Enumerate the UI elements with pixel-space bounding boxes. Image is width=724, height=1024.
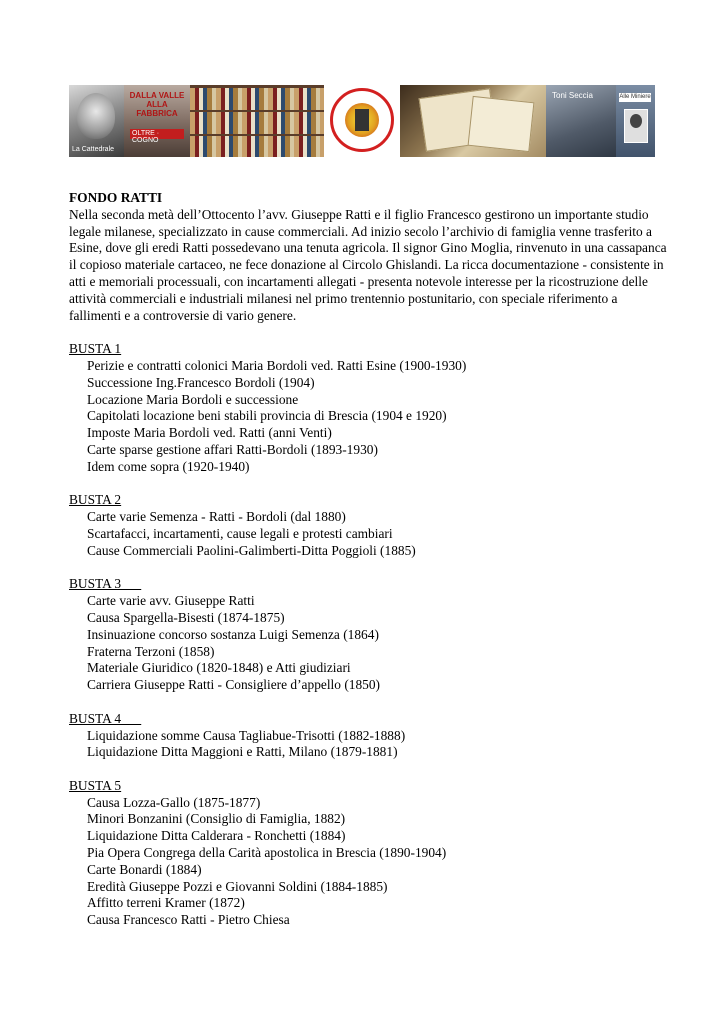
banner-book-cover-3 [616,85,655,157]
busta-item: Affitto terreni Kramer (1872) [87,895,245,911]
shelf-row [190,136,324,157]
busta-item: Minori Bonzanini (Consiglio di Famiglia, 1882) [87,811,346,827]
paper-sheet [468,96,535,152]
busta-section [69,778,669,929]
busta-item: Fraterna Terzoni (1858) [87,643,215,659]
busta-item: Capitolati locazione beni stabili provincia di Brescia (1904 e 1920) [87,408,447,424]
busta-heading: BUSTA 1 [69,341,122,357]
banner-bookshelf-photo [190,85,324,157]
busta-item: Carte varie avv. Giuseppe Ratti [87,593,255,609]
banner-book-cover-2 [546,85,616,157]
document-body [69,190,669,929]
busta-item: Carte sparse gestione affari Ratti-Bordoli (1893-1930) [87,441,378,457]
busta-item: Materiale Giuridico (1820-1848) e Atti giudiziari [87,660,351,676]
banner-photo-portrait [69,85,124,157]
busta-heading: BUSTA 4 [69,710,142,726]
seal-tower [355,109,369,131]
busta-item: Imposte Maria Bordoli ved. Ratti (anni Venti) [87,425,332,441]
book-cover-band [130,129,184,144]
busta-item: Carte varie Semenza - Ratti - Bordoli (dal 1880) [87,509,346,525]
busta-item: Perizie e contratti colonici Maria Bordoli ved. Ratti Esine (1900-1930) [87,357,467,373]
shelf-row [190,88,324,110]
banner-caption-1: La Cattedrale [72,146,115,153]
busta-item: Eredità Giuseppe Pozzi e Giovanni Soldini (1884-1885) [87,878,388,894]
busta-section [69,341,669,475]
busta-item-list [69,358,669,476]
banner-documents-photo [400,85,546,157]
busta-heading: BUSTA 5 [69,777,122,793]
busta-section [69,576,669,694]
book-cover-2-title: Toni Seccia [552,91,593,100]
busta-heading: BUSTA 3 [69,576,142,592]
busta-section [69,492,669,559]
portrait-head [630,114,642,128]
busta-item-list [69,728,669,762]
banner-book-cover [124,85,190,157]
document-intro: Nella seconda metà dell’Ottocento l’avv. Giuseppe Ratti e il figlio Francesco gestirono un importante studio legale milanese, specializzato in cause commerciali. Ad inizio secolo l’archivio di famiglia venne trasferito a Esine, dove gli eredi Ratti possedevano una tenuta agricola. Il signor Gino Moglia, rinvenuto in una cassapanca il copioso materiale cartaceo, ne fece donazione al Circolo Ghislandi. La ricca documentazione - consistente in atti e memoriali processuali, con incartamenti allegati - presenta notevole interesse per la ricostruzione delle attività commerciali e industriali milanesi nel primo trentennio postunitario, con speciale riferimento a fallimenti e a controversie di vario genere. [69,206,667,323]
busta-item: Causa Lozza-Gallo (1875-1877) [87,794,261,810]
book-cover-band-text: OLTRE · COGNO [132,130,160,144]
book-cover-title: DALLA VALLE ALLA FABBRICA [129,91,185,118]
busta-item: Scartafacci, incartamenti, cause legali e protesti cambiari [87,525,393,541]
document-title: FONDO RATTI [69,190,163,205]
busta-item-list [69,795,669,929]
busta-item: Cause Commerciali Paolini-Galimberti-Ditta Poggioli (1885) [87,542,416,558]
busta-item: Locazione Maria Bordoli e successione [87,391,299,407]
book-cover-3-label: Alle Miniere [619,94,651,100]
busta-sections [69,341,669,929]
busta-item: Carriera Giuseppe Ratti - Consigliere d’appello (1850) [87,677,381,693]
busta-item: Pia Opera Congrega della Carità apostolica in Brescia (1890-1904) [87,845,447,861]
busta-heading: BUSTA 2 [69,492,122,508]
header-banner [69,85,655,157]
busta-item: Successione Ing.Francesco Bordoli (1904) [87,374,315,390]
circolo-seal-icon [330,88,394,152]
busta-item: Carte Bonardi (1884) [87,861,202,877]
banner-circolo-logo [324,85,400,157]
busta-item: Liquidazione somme Causa Tagliabue-Trisotti (1882-1888) [87,727,406,743]
busta-item: Causa Spargella-Bisesti (1874-1875) [87,609,285,625]
busta-item: Liquidazione Ditta Maggioni e Ratti, Milano (1879-1881) [87,744,398,760]
busta-item: Liquidazione Ditta Calderara - Ronchetti (1884) [87,828,346,844]
busta-item-list [69,593,669,694]
busta-item: Causa Francesco Ratti - Pietro Chiesa [87,912,290,928]
busta-item: Insinuazione concorso sostanza Luigi Semenza (1864) [87,626,379,642]
busta-section [69,711,669,761]
busta-item: Idem come sopra (1920-1940) [87,458,250,474]
shelf-row [190,112,324,134]
book-cover-3-portrait [624,109,648,143]
busta-item-list [69,509,669,559]
portrait-face [77,93,115,139]
